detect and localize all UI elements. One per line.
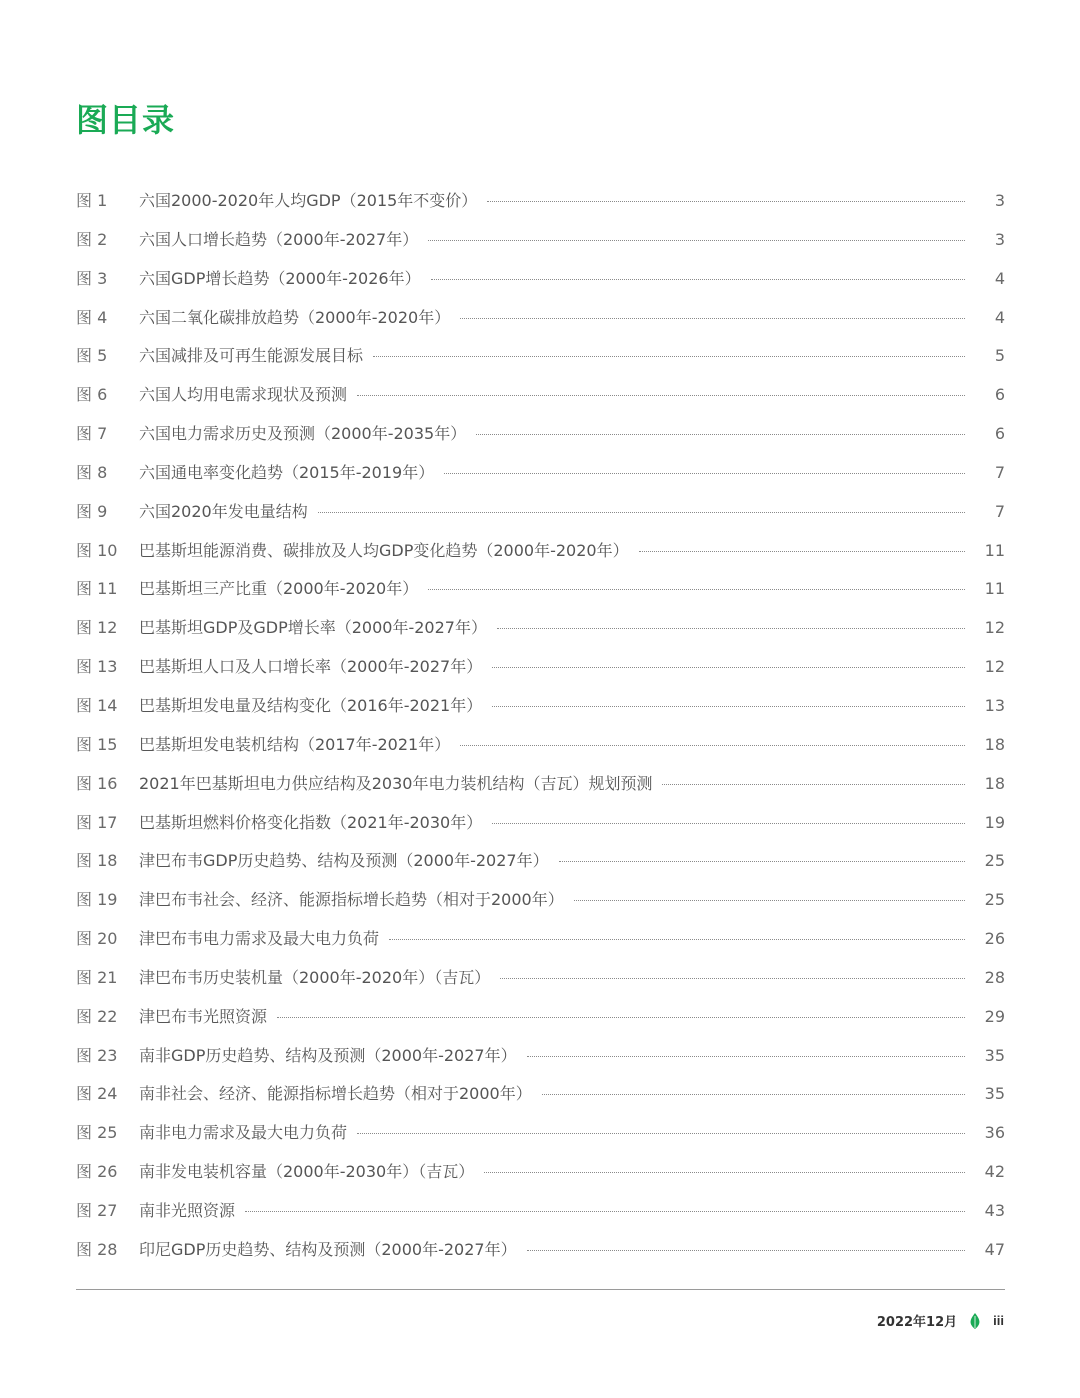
figure-number: 图 24 xyxy=(76,1084,118,1104)
dot-leader xyxy=(639,551,965,552)
dot-leader xyxy=(444,473,965,474)
page-number: 18 xyxy=(984,773,1005,793)
figure-title: 巴基斯坦人口及人口增长率（2000年-2027年） xyxy=(139,657,483,677)
page-number: 42 xyxy=(984,1162,1005,1182)
figure-list xyxy=(76,182,1005,1270)
page-number: 28 xyxy=(984,967,1005,987)
figure-number: 图 4 xyxy=(76,307,108,327)
dot-leader xyxy=(492,823,965,824)
toc-entry[interactable] xyxy=(76,454,1005,493)
toc-entry[interactable] xyxy=(76,1075,1005,1114)
dot-leader xyxy=(428,240,965,241)
page-number: 12 xyxy=(984,618,1005,638)
figure-number: 图 9 xyxy=(76,501,108,521)
figure-title: 津巴布韦社会、经济、能源指标增长趋势（相对于2000年） xyxy=(139,890,564,910)
page-number: 29 xyxy=(984,1006,1005,1026)
figure-title: 津巴布韦光照资源 xyxy=(139,1006,268,1026)
figure-number: 图 12 xyxy=(76,618,118,638)
toc-entry[interactable] xyxy=(76,376,1005,415)
dot-leader xyxy=(484,1172,965,1173)
toc-entry[interactable] xyxy=(76,182,1005,221)
toc-entry[interactable] xyxy=(76,260,1005,299)
page-number: 6 xyxy=(994,385,1005,405)
toc-entry[interactable] xyxy=(76,570,1005,609)
page-number: 35 xyxy=(984,1084,1005,1104)
figure-number: 图 28 xyxy=(76,1239,118,1259)
figure-title: 南非社会、经济、能源指标增长趋势（相对于2000年） xyxy=(139,1084,532,1104)
page-number: 25 xyxy=(984,890,1005,910)
toc-entry[interactable] xyxy=(76,881,1005,920)
figure-number: 图 23 xyxy=(76,1045,118,1065)
page-number: 3 xyxy=(994,191,1005,210)
figure-title: 巴基斯坦GDP及GDP增长率（2000年-2027年） xyxy=(139,618,487,638)
dot-leader xyxy=(527,1250,965,1251)
toc-entry[interactable] xyxy=(76,804,1005,843)
page-number: 5 xyxy=(994,346,1005,366)
dot-leader xyxy=(318,512,965,513)
figure-title: 南非发电装机容量（2000年-2030年）（吉瓦） xyxy=(139,1162,475,1182)
figure-number: 图 3 xyxy=(76,268,108,288)
figure-number: 图 16 xyxy=(76,773,118,793)
dot-leader xyxy=(497,628,965,629)
figure-title: 巴基斯坦发电装机结构（2017年-2021年） xyxy=(139,734,451,754)
figure-number: 图 26 xyxy=(76,1162,118,1182)
toc-entry[interactable] xyxy=(76,648,1005,687)
toc-entry[interactable] xyxy=(76,920,1005,959)
page-number: 3 xyxy=(994,229,1005,249)
figure-title: 六国二氧化碳排放趋势（2000年-2020年） xyxy=(139,307,451,327)
page-number: 26 xyxy=(984,929,1005,949)
dot-leader xyxy=(492,667,965,668)
page-number: 25 xyxy=(984,851,1005,871)
figure-number: 图 11 xyxy=(76,579,118,599)
figure-number: 图 13 xyxy=(76,657,118,677)
page-number: 43 xyxy=(984,1200,1005,1220)
dot-leader xyxy=(373,356,965,357)
toc-entry[interactable] xyxy=(76,1114,1005,1153)
toc-entry[interactable] xyxy=(76,1153,1005,1192)
figure-number: 图 22 xyxy=(76,1006,118,1026)
toc-entry[interactable] xyxy=(76,221,1005,260)
page-number: 7 xyxy=(994,462,1005,482)
dot-leader xyxy=(277,1017,965,1018)
figure-title: 六国电力需求历史及预测（2000年-2035年） xyxy=(139,424,467,444)
page-number: 4 xyxy=(994,307,1005,327)
toc-entry[interactable] xyxy=(76,415,1005,454)
figure-number: 图 7 xyxy=(76,424,108,444)
figure-number: 图 15 xyxy=(76,734,118,754)
dot-leader xyxy=(428,589,965,590)
page-number: 13 xyxy=(984,695,1005,715)
footer-date: 2022年12月 xyxy=(876,1315,958,1330)
dot-leader xyxy=(431,279,965,280)
dot-leader xyxy=(662,784,965,785)
figure-title: 巴基斯坦燃料价格变化指数（2021年-2030年） xyxy=(139,812,483,832)
figure-title: 南非GDP历史趋势、结构及预测（2000年-2027年） xyxy=(139,1045,517,1065)
dot-leader xyxy=(542,1094,965,1095)
dot-leader xyxy=(487,201,965,202)
figure-number: 图 5 xyxy=(76,346,108,366)
leaf-icon xyxy=(969,1313,981,1329)
page-number: 35 xyxy=(984,1045,1005,1065)
footer-page-number: iii xyxy=(993,1313,1004,1328)
figure-number: 图 25 xyxy=(76,1123,118,1143)
toc-entry[interactable] xyxy=(76,687,1005,726)
page-number: 7 xyxy=(994,501,1005,521)
figure-number: 图 20 xyxy=(76,929,118,949)
figure-number: 图 18 xyxy=(76,851,118,871)
toc-entry[interactable] xyxy=(76,1192,1005,1231)
page-number: 6 xyxy=(994,424,1005,444)
page-number: 11 xyxy=(984,540,1005,560)
figure-number: 图 17 xyxy=(76,812,118,832)
figure-title: 印尼GDP历史趋势、结构及预测（2000年-2027年） xyxy=(139,1239,517,1259)
page-number: 4 xyxy=(994,268,1005,288)
dot-leader xyxy=(357,395,965,396)
figure-number: 图 27 xyxy=(76,1200,118,1220)
toc-entry[interactable] xyxy=(76,726,1005,765)
page-number: 36 xyxy=(984,1123,1005,1143)
dot-leader xyxy=(559,861,965,862)
dot-leader xyxy=(476,434,965,435)
page-number: 19 xyxy=(984,812,1005,832)
figure-title: 津巴布韦GDP历史趋势、结构及预测（2000年-2027年） xyxy=(139,851,549,871)
figure-number: 图 8 xyxy=(76,462,108,482)
figure-number: 图 14 xyxy=(76,695,118,715)
toc-entry[interactable] xyxy=(76,1037,1005,1076)
toc-entry[interactable] xyxy=(76,532,1005,571)
dot-leader xyxy=(357,1133,965,1134)
dot-leader xyxy=(460,318,965,319)
figure-number: 图 2 xyxy=(76,229,108,249)
page-number: 11 xyxy=(984,579,1005,599)
figure-title: 巴基斯坦三产比重（2000年-2020年） xyxy=(139,579,419,599)
toc-entry[interactable] xyxy=(76,765,1005,804)
figure-number: 图 1 xyxy=(76,191,108,210)
figure-title: 六国2020年发电量结构 xyxy=(139,501,308,521)
toc-entry[interactable] xyxy=(76,337,1005,376)
figure-title: 巴基斯坦能源消费、碳排放及人均GDP变化趋势（2000年-2020年） xyxy=(139,540,629,560)
toc-entry[interactable] xyxy=(76,998,1005,1037)
figure-title: 南非电力需求及最大电力负荷 xyxy=(139,1123,348,1143)
toc-entry[interactable] xyxy=(76,493,1005,532)
figure-title: 六国减排及可再生能源发展目标 xyxy=(139,346,364,366)
dot-leader xyxy=(574,900,965,901)
figure-number: 图 6 xyxy=(76,385,108,405)
figure-title: 六国2000-2020年人均GDP（2015年不变价） xyxy=(139,191,478,210)
dot-leader xyxy=(389,939,965,940)
figure-title: 南非光照资源 xyxy=(139,1200,236,1220)
dot-leader xyxy=(527,1056,965,1057)
toc-entry[interactable] xyxy=(76,959,1005,998)
toc-entry[interactable] xyxy=(76,609,1005,648)
figure-title: 六国人口增长趋势（2000年-2027年） xyxy=(139,229,419,249)
dot-leader xyxy=(492,706,965,707)
figure-title: 六国通电率变化趋势（2015年-2019年） xyxy=(139,462,435,482)
dot-leader xyxy=(245,1211,965,1212)
figure-title: 津巴布韦电力需求及最大电力负荷 xyxy=(139,929,380,949)
dot-leader xyxy=(460,745,965,746)
page-number: 12 xyxy=(984,657,1005,677)
dot-leader xyxy=(500,978,965,979)
figure-number: 图 19 xyxy=(76,890,118,910)
figure-number: 图 21 xyxy=(76,967,118,987)
figure-title: 六国人均用电需求现状及预测 xyxy=(139,385,348,405)
footer-divider xyxy=(76,1289,1005,1290)
toc-entry[interactable] xyxy=(76,1231,1005,1270)
figure-title: 津巴布韦历史装机量（2000年-2020年）（吉瓦） xyxy=(139,967,491,987)
page-number: 18 xyxy=(984,734,1005,754)
figure-number: 图 10 xyxy=(76,540,118,560)
toc-entry[interactable] xyxy=(76,842,1005,881)
figure-title: 六国GDP增长趋势（2000年-2026年） xyxy=(139,268,421,288)
page-footer xyxy=(877,1311,1004,1330)
figure-title: 巴基斯坦发电量及结构变化（2016年-2021年） xyxy=(139,695,483,715)
figure-title: 2021年巴基斯坦电力供应结构及2030年电力装机结构（吉瓦）规划预测 xyxy=(139,773,653,793)
page-number: 47 xyxy=(984,1239,1005,1259)
page-title: 图目录 xyxy=(76,101,176,139)
toc-entry[interactable] xyxy=(76,299,1005,338)
